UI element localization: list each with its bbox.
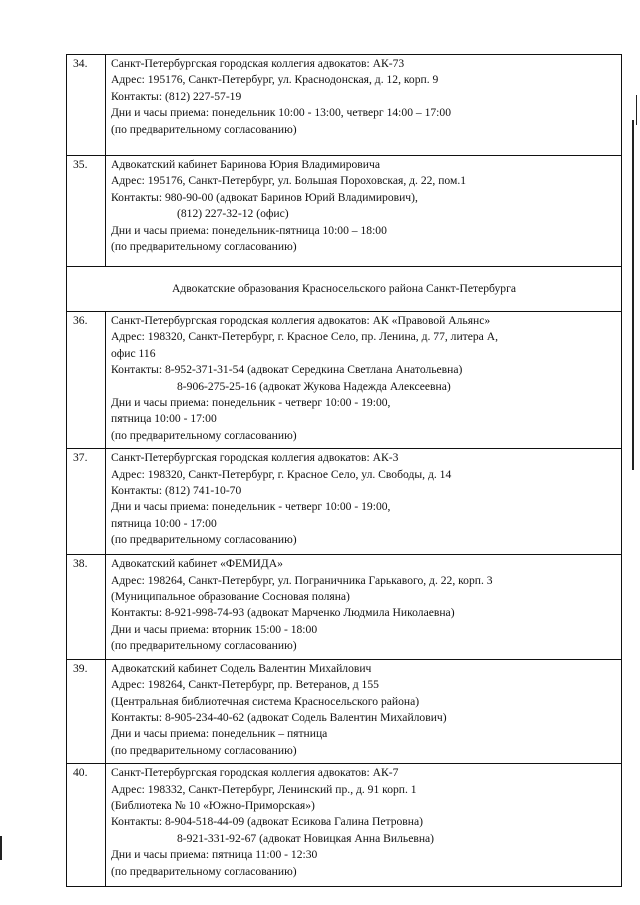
table-row (67, 55, 622, 156)
entry-hours-cont: пятница 10:00 - 17:00 (111, 412, 217, 426)
entry-note: (по предварительному согласованию) (111, 428, 297, 442)
table-row (67, 764, 622, 887)
table-row (67, 312, 622, 449)
entry-hours: Дни и часы приема: пятница 11:00 - 12:30 (111, 848, 318, 862)
entry-number: 38. (67, 555, 106, 659)
entry-details (106, 659, 622, 763)
entry-details (106, 312, 622, 449)
entry-address: Адрес: 198332, Санкт-Петербург, Ленинский пр., д. 91 корп. 1 (111, 782, 417, 796)
entry-note: (по предварительному согласованию) (111, 533, 297, 547)
entry-number: 34. (67, 55, 106, 156)
entry-details (106, 156, 622, 267)
scan-edge-mark (632, 120, 634, 470)
entry-org: Адвокатский кабинет Содель Валентин Михайлович (111, 661, 372, 675)
entry-number: 35. (67, 156, 106, 267)
entry-address: Адрес: 198264, Санкт-Петербург, пр. Ветеранов, д 155 (111, 678, 379, 692)
entry-note: (по предварительному согласованию) (111, 122, 297, 136)
entry-details (106, 764, 622, 887)
entry-hours: Дни и часы приема: понедельник – пятница (111, 727, 328, 741)
entry-address-cont: офис 116 (111, 346, 156, 360)
entry-contacts-extra: 8-921-331-92-67 (адвокат Новицкая Анна Вильевна) (177, 831, 435, 845)
entry-contacts: Контакты: (812) 741-10-70 (111, 484, 242, 498)
entry-details (106, 555, 622, 659)
entry-address: Адрес: 195176, Санкт-Петербург, ул. Краснодонская, д. 12, корп. 9 (111, 73, 439, 87)
entry-note: (по предварительному согласованию) (111, 864, 297, 878)
entry-address: Адрес: 198320, Санкт-Петербург, г. Красное Село, пр. Ленина, д. 77, литера А, (111, 330, 498, 344)
entry-org: Адвокатский кабинет «ФЕМИДА» (111, 557, 283, 571)
entry-contacts: Контакты: 8-905-234-40-62 (адвокат Содель Валентин Михайлович) (111, 710, 447, 724)
entry-location: (Муниципальное образование Сосновая поляна) (111, 590, 350, 604)
entry-contacts: Контакты: 980-90-00 (адвокат Баринов Юрий Владимирович), (111, 190, 418, 204)
entry-number: 36. (67, 312, 106, 449)
entry-contacts: Контакты: 8-921-998-74-93 (адвокат Марченко Людмила Николаевна) (111, 606, 455, 620)
entry-details (106, 449, 622, 555)
entry-note: (по предварительному согласованию) (111, 240, 297, 254)
table-row (67, 156, 622, 267)
entry-org: Адвокатский кабинет Баринова Юрия Владимировича (111, 158, 380, 171)
entry-contacts: Контакты: 8-904-518-44-09 (адвокат Есикова Галина Петровна) (111, 815, 423, 829)
entry-note: (по предварительному согласованию) (111, 639, 297, 653)
entry-hours: Дни и часы приема: понедельник - четверг 10:00 - 19:00, (111, 396, 391, 410)
entry-hours-cont: пятница 10:00 - 17:00 (111, 516, 217, 530)
entry-org: Санкт-Петербургская городская коллегия адвокатов: АК-7 (111, 766, 399, 780)
table-row (67, 449, 622, 555)
entry-contacts: Контакты: 8-952-371-31-54 (адвокат Середкина Светлана Анатольевна) (111, 363, 463, 377)
entry-number: 40. (67, 764, 106, 887)
table-row (67, 555, 622, 659)
entry-contacts: Контакты: (812) 227-57-19 (111, 89, 242, 103)
entry-address: Адрес: 195176, Санкт-Петербург, ул. Большая Пороховская, д. 22, пом.1 (111, 174, 467, 188)
entry-location: (Библиотека № 10 «Южно-Приморская») (111, 798, 315, 812)
entry-address: Адрес: 198264, Санкт-Петербург, ул. Пограничника Гарькавого, д. 22, корп. 3 (111, 573, 493, 587)
entry-address: Адрес: 198320, Санкт-Петербург, г. Красное Село, ул. Свободы, д. 14 (111, 467, 452, 481)
entry-contacts-extra: 8-906-275-25-16 (адвокат Жукова Надежда Алексеевна) (177, 379, 451, 393)
entry-details (106, 55, 622, 156)
entry-org: Санкт-Петербургская городская коллегия адвокатов: АК-73 (111, 57, 405, 70)
scan-edge-mark (0, 836, 2, 860)
entry-hours: Дни и часы приема: вторник 15:00 - 18:00 (111, 622, 318, 636)
entry-hours: Дни и часы приема: понедельник - четверг 10:00 - 19:00, (111, 500, 391, 514)
entry-hours: Дни и часы приема: понедельник 10:00 - 13:00, четверг 14:00 – 17:00 (111, 106, 451, 120)
entry-note: (по предварительному согласованию) (111, 743, 297, 757)
scan-edge-mark (636, 95, 637, 125)
section-heading: Адвокатские образования Красносельского района Санкт-Петербурга (67, 267, 622, 312)
section-row (67, 267, 622, 312)
entry-org: Санкт-Петербургская городская коллегия адвокатов: АК-3 (111, 451, 399, 465)
entry-contacts-extra: (812) 227-32-12 (офис) (177, 207, 289, 221)
entry-hours: Дни и часы приема: понедельник-пятница 10:00 – 18:00 (111, 223, 387, 237)
entry-number: 37. (67, 449, 106, 555)
lawyers-table (66, 54, 622, 887)
entry-org: Санкт-Петербургская городская коллегия адвокатов: АК «Правовой Альянс» (111, 314, 491, 327)
entry-number: 39. (67, 659, 106, 763)
entry-location: (Центральная библиотечная система Красносельского района) (111, 694, 420, 708)
table-row (67, 659, 622, 763)
